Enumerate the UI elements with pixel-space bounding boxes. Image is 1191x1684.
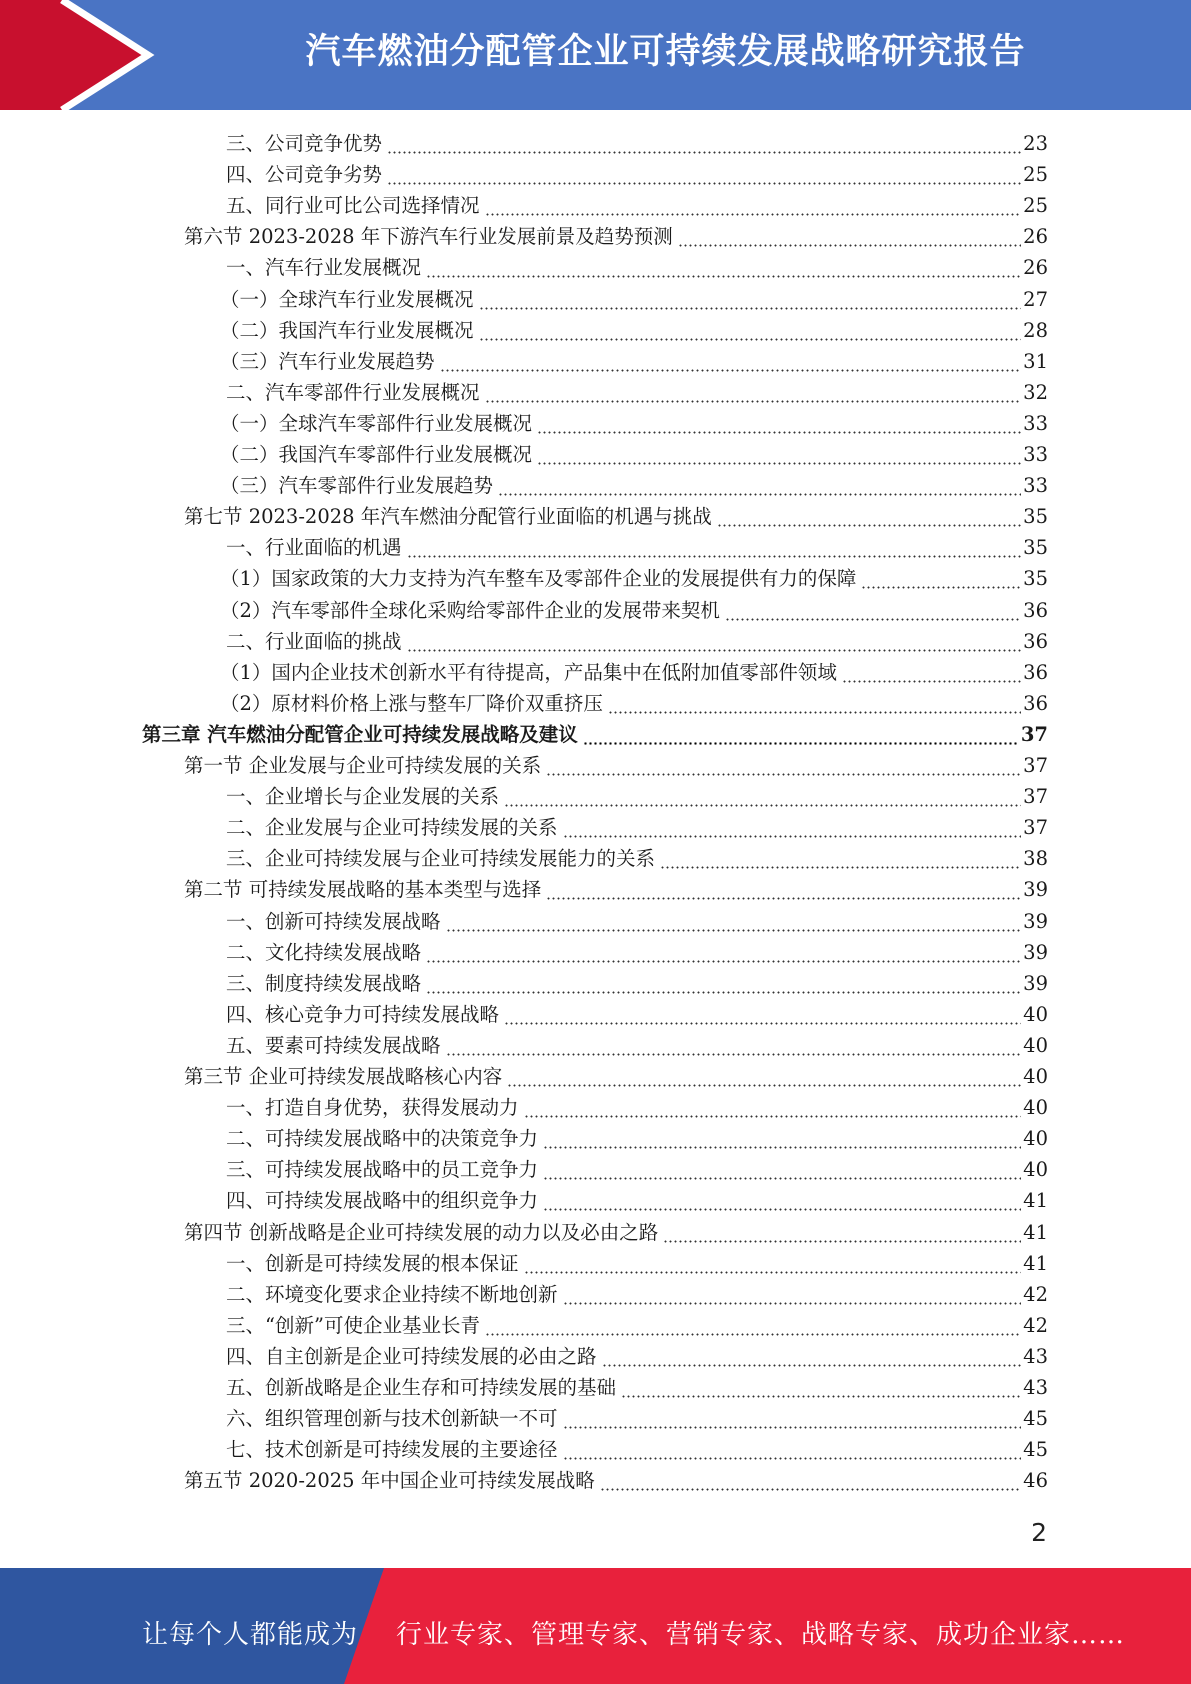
toc-dot-leader — [600, 1465, 1021, 1496]
toc-subsection-entry[interactable] — [226, 906, 1048, 937]
toc-subsection-entry[interactable] — [226, 1123, 1048, 1154]
toc-entry-title: 一、汽车行业发展概况 — [226, 256, 422, 280]
toc-entry-page: 36 — [1023, 598, 1048, 622]
toc-dot-leader — [563, 812, 1022, 843]
toc-entry-page: 41 — [1023, 1251, 1048, 1275]
toc-entry-page: 35 — [1023, 536, 1048, 560]
toc-chapter-entry[interactable] — [142, 719, 1048, 750]
toc-entry-page: 37 — [1020, 722, 1048, 746]
toc-entry-page: 46 — [1023, 1469, 1048, 1493]
toc-entry-page: 33 — [1023, 411, 1048, 435]
toc-entry-page: 39 — [1023, 878, 1048, 902]
toc-dot-leader — [446, 906, 1022, 937]
toc-entry-title: 三、企业可持续发展与企业可持续发展能力的关系 — [226, 847, 656, 871]
toc-entry-page: 39 — [1023, 940, 1048, 964]
toc-entry-title: （一）全球汽车行业发展概况 — [220, 287, 474, 311]
toc-dot-leader — [504, 781, 1021, 812]
toc-dot-leader — [621, 1372, 1021, 1403]
toc-subsection-entry[interactable] — [220, 470, 1048, 501]
toc-dot-leader — [608, 688, 1021, 719]
toc-entry-title: 第七节 2023-2028 年汽车燃油分配管行业面临的机遇与挑战 — [184, 505, 712, 529]
toc-subsection-entry[interactable] — [226, 1403, 1048, 1434]
toc-entry-page: 42 — [1023, 1282, 1048, 1306]
toc-entry-page: 32 — [1023, 380, 1048, 404]
toc-entry-page: 40 — [1023, 1096, 1048, 1120]
toc-entry-page: 37 — [1023, 785, 1048, 809]
toc-dot-leader — [498, 470, 1021, 501]
toc-subsection-entry[interactable] — [226, 1434, 1048, 1465]
toc-entry-page: 40 — [1023, 1127, 1048, 1151]
toc-entry-title: 二、汽车零部件行业发展概况 — [226, 380, 480, 404]
page-footer — [0, 1568, 1191, 1684]
toc-entry-page: 31 — [1023, 349, 1048, 373]
toc-subsection-entry[interactable] — [220, 595, 1048, 626]
toc-subsection-entry[interactable] — [226, 1154, 1048, 1185]
toc-subsection-entry[interactable] — [226, 532, 1048, 563]
toc-entry-page: 23 — [1023, 132, 1048, 155]
toc-dot-leader — [842, 657, 1021, 688]
toc-dot-leader — [543, 1185, 1021, 1216]
toc-entry-title: 第三章 汽车燃油分配管企业可持续发展战略及建议 — [142, 722, 578, 746]
toc-section-entry[interactable] — [184, 1465, 1048, 1496]
toc-dot-leader — [717, 501, 1021, 532]
toc-entry-title: 二、环境变化要求企业持续不断地创新 — [226, 1282, 558, 1306]
toc-subsection-entry[interactable] — [226, 252, 1048, 283]
toc-section-entry[interactable] — [184, 1061, 1048, 1092]
toc-entry-title: （2）原材料价格上涨与整车厂降价双重挤压 — [220, 691, 603, 715]
toc-subsection-entry[interactable] — [226, 1092, 1048, 1123]
toc-entry-page: 36 — [1023, 691, 1048, 715]
toc-entry-title: （一）全球汽车零部件行业发展概况 — [220, 411, 533, 435]
toc-subsection-entry[interactable] — [226, 1279, 1048, 1310]
toc-dot-leader — [678, 221, 1021, 252]
toc-entry-page: 41 — [1023, 1220, 1048, 1244]
toc-dot-leader — [407, 532, 1022, 563]
toc-entry-page: 33 — [1023, 443, 1048, 466]
toc-entry-page: 42 — [1023, 1313, 1048, 1337]
toc-entry-title: 第三节 企业可持续发展战略核心内容 — [184, 1065, 503, 1088]
toc-dot-leader — [485, 190, 1022, 221]
toc-entry-title: 一、创新是可持续发展的根本保证 — [226, 1251, 519, 1275]
toc-dot-leader — [543, 1123, 1021, 1154]
toc-entry-title: （1）国内企业技术创新水平有待提高，产品集中在低附加值零部件领域 — [220, 660, 837, 684]
toc-subsection-entry[interactable] — [226, 781, 1048, 812]
toc-subsection-entry[interactable] — [226, 1185, 1048, 1216]
toc-entry-title: 三、“创新”可使企业基业长青 — [226, 1313, 480, 1337]
toc-dot-leader — [537, 439, 1021, 470]
toc-entry-title: 六、组织管理创新与技术创新缺一不可 — [226, 1407, 558, 1431]
toc-dot-leader — [440, 346, 1022, 377]
toc-subsection-entry[interactable] — [226, 128, 1048, 159]
toc-subsection-entry[interactable] — [226, 937, 1048, 968]
toc-dot-leader — [546, 750, 1021, 781]
toc-subsection-entry[interactable] — [226, 1030, 1048, 1061]
toc-entry-page: 39 — [1023, 909, 1048, 933]
toc-subsection-entry[interactable] — [226, 190, 1048, 221]
toc-entry-title: 四、核心竞争力可持续发展战略 — [226, 1002, 500, 1026]
toc-dot-leader — [479, 315, 1022, 346]
toc-entry-title: 一、行业面临的机遇 — [226, 536, 402, 560]
toc-entry-page: 40 — [1023, 1065, 1048, 1088]
toc-subsection-entry[interactable] — [226, 159, 1048, 190]
toc-entry-page: 33 — [1023, 474, 1048, 498]
toc-dot-leader — [387, 159, 1021, 190]
toc-subsection-entry[interactable] — [220, 284, 1048, 315]
toc-entry-page: 43 — [1023, 1376, 1048, 1399]
toc-dot-leader — [446, 1030, 1022, 1061]
toc-entry-title: 三、可持续发展战略中的员工竞争力 — [226, 1158, 539, 1182]
toc-entry-title: 第一节 企业发展与企业可持续发展的关系 — [184, 754, 542, 777]
toc-entry-title: （三）汽车行业发展趋势 — [220, 349, 435, 373]
toc-entry-title: 三、公司竞争优势 — [226, 132, 383, 155]
toc-dot-leader — [485, 1310, 1021, 1341]
header-arrow-decoration — [0, 0, 160, 110]
toc-entry-page: 35 — [1023, 505, 1048, 529]
toc-subsection-entry[interactable] — [220, 439, 1048, 470]
toc-entry-page: 28 — [1023, 318, 1048, 342]
toc-entry-title: 五、要素可持续发展战略 — [226, 1033, 441, 1057]
toc-entry-title: （二）我国汽车零部件行业发展概况 — [220, 443, 533, 466]
toc-entry-page: 39 — [1023, 971, 1048, 995]
toc-subsection-entry[interactable] — [226, 1310, 1048, 1341]
page-number: 2 — [1031, 1518, 1047, 1547]
footer-slogan-left: 让每个人都能成为 — [142, 1620, 359, 1650]
toc-entry-page: 40 — [1023, 1002, 1048, 1026]
toc-entry-title: 第四节 创新战略是企业可持续发展的动力以及必由之路 — [184, 1220, 659, 1244]
toc-entry-title: 第五节 2020-2025 年中国企业可持续发展战略 — [184, 1469, 595, 1493]
page-header — [0, 0, 1191, 110]
toc-dot-leader — [563, 1403, 1022, 1434]
toc-entry-title: 七、技术创新是可持续发展的主要途径 — [226, 1438, 558, 1462]
toc-entry-title: （1）国家政策的大力支持为汽车整车及零部件企业的发展提供有力的保障 — [220, 567, 857, 591]
toc-entry-page: 40 — [1023, 1033, 1048, 1057]
toc-subsection-entry[interactable] — [220, 315, 1048, 346]
toc-entry-page: 41 — [1023, 1189, 1048, 1213]
toc-dot-leader — [546, 874, 1021, 905]
toc-entry-page: 37 — [1023, 816, 1048, 840]
toc-section-entry[interactable] — [184, 750, 1048, 781]
toc-dot-leader — [537, 408, 1021, 439]
toc-entry-page: 45 — [1023, 1438, 1048, 1462]
toc-section-entry[interactable] — [184, 221, 1048, 252]
toc-subsection-entry[interactable] — [226, 999, 1048, 1030]
toc-entry-page: 37 — [1023, 754, 1048, 777]
toc-entry-title: 二、可持续发展战略中的决策竞争力 — [226, 1127, 539, 1151]
toc-entry-title: （2）汽车零部件全球化采购给零部件企业的发展带来契机 — [220, 598, 720, 622]
toc-entry-title: 第二节 可持续发展战略的基本类型与选择 — [184, 878, 542, 902]
toc-subsection-entry[interactable] — [226, 812, 1048, 843]
toc-subsection-entry[interactable] — [226, 1372, 1048, 1403]
toc-dot-leader — [583, 719, 1019, 750]
toc-entry-title: 四、自主创新是企业可持续发展的必由之路 — [226, 1344, 597, 1368]
toc-subsection-entry[interactable] — [226, 377, 1048, 408]
toc-entry-page: 26 — [1023, 256, 1048, 280]
toc-entry-page: 27 — [1023, 287, 1048, 311]
toc-dot-leader — [407, 626, 1022, 657]
toc-entry-page: 25 — [1023, 194, 1048, 218]
toc-dot-leader — [524, 1248, 1022, 1279]
toc-entry-page: 40 — [1023, 1158, 1048, 1182]
toc-entry-title: 三、制度持续发展战略 — [226, 971, 422, 995]
toc-entry-page: 25 — [1023, 163, 1048, 187]
toc-entry-page: 26 — [1023, 225, 1048, 249]
toc-entry-title: （二）我国汽车行业发展概况 — [220, 318, 474, 342]
toc-subsection-entry[interactable] — [226, 1248, 1048, 1279]
toc-entry-page: 36 — [1023, 660, 1048, 684]
toc-subsection-entry[interactable] — [226, 968, 1048, 999]
toc-entry-title: 一、企业增长与企业发展的关系 — [226, 785, 500, 809]
footer-slogan-right: 行业专家、管理专家、营销专家、战略专家、成功企业家…… — [396, 1620, 1126, 1650]
toc-subsection-entry[interactable] — [226, 626, 1048, 657]
toc-entry-title: （三）汽车零部件行业发展趋势 — [220, 474, 494, 498]
toc-dot-leader — [504, 999, 1021, 1030]
toc-entry-title: 四、可持续发展战略中的组织竞争力 — [226, 1189, 539, 1213]
toc-subsection-entry[interactable] — [226, 843, 1048, 874]
toc-dot-leader — [663, 1217, 1021, 1248]
toc-entry-title: 一、创新可持续发展战略 — [226, 909, 441, 933]
toc-section-entry[interactable] — [184, 1217, 1048, 1248]
toc-dot-leader — [660, 843, 1021, 874]
toc-entry-page: 45 — [1023, 1407, 1048, 1431]
toc-dot-leader — [543, 1154, 1021, 1185]
toc-entry-title: 二、文化持续发展战略 — [226, 940, 422, 964]
toc-dot-leader — [426, 937, 1021, 968]
toc-subsection-entry[interactable] — [226, 1341, 1048, 1372]
toc-entry-page: 43 — [1023, 1344, 1048, 1368]
toc-entry-title: 二、企业发展与企业可持续发展的关系 — [226, 816, 558, 840]
toc-entry-title: 二、行业面临的挑战 — [226, 629, 402, 653]
toc-subsection-entry[interactable] — [220, 408, 1048, 439]
toc-entry-page: 36 — [1023, 629, 1048, 653]
toc-dot-leader — [479, 284, 1022, 315]
toc-dot-leader — [602, 1341, 1022, 1372]
toc-dot-leader — [563, 1434, 1022, 1465]
toc-dot-leader — [725, 595, 1021, 626]
toc-dot-leader — [426, 968, 1021, 999]
toc-dot-leader — [563, 1279, 1022, 1310]
toc-entry-title: 五、同行业可比公司选择情况 — [226, 194, 480, 218]
toc-dot-leader — [507, 1061, 1021, 1092]
toc-subsection-entry[interactable] — [220, 688, 1048, 719]
toc-entry-title: 五、创新战略是企业生存和可持续发展的基础 — [226, 1376, 617, 1399]
toc-dot-leader — [387, 128, 1021, 159]
toc-dot-leader — [524, 1092, 1022, 1123]
toc-entry-title: 四、公司竞争劣势 — [226, 163, 383, 187]
toc-dot-leader — [485, 377, 1022, 408]
toc-section-entry[interactable] — [184, 501, 1048, 532]
toc-subsection-entry[interactable] — [220, 657, 1048, 688]
toc-entry-title: 第六节 2023-2028 年下游汽车行业发展前景及趋势预测 — [184, 225, 673, 249]
toc-dot-leader — [426, 252, 1021, 283]
toc-entry-page: 38 — [1023, 847, 1048, 871]
report-title: 汽车燃油分配管企业可持续发展战略研究报告 — [305, 32, 1026, 72]
toc-entry-page: 35 — [1023, 567, 1048, 591]
toc-dot-leader — [861, 563, 1021, 594]
toc-section-entry[interactable] — [184, 874, 1048, 905]
toc-subsection-entry[interactable] — [220, 346, 1048, 377]
toc-entry-title: 一、打造自身优势，获得发展动力 — [226, 1096, 519, 1120]
toc-subsection-entry[interactable] — [220, 563, 1048, 594]
